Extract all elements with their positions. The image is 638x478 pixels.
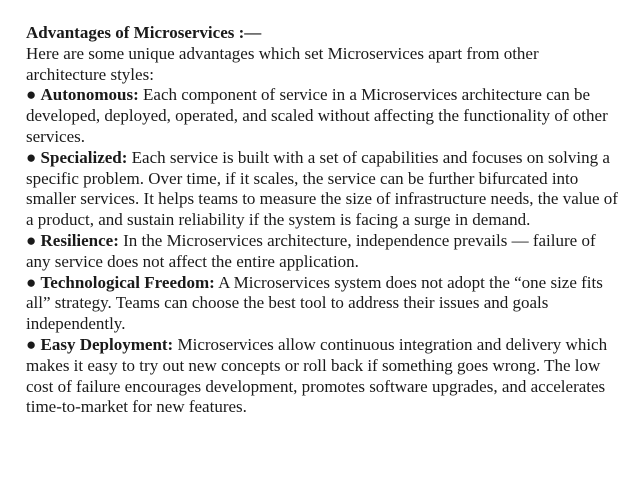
list-item-specialized <box>26 148 622 231</box>
item-term: Specialized: <box>40 147 128 167</box>
bullet-icon: ● <box>26 85 37 105</box>
item-text: Each component of service in a Microservices architecture can be developed, deployed, operated, and scaled without affecting the functionality of other services. <box>26 85 608 146</box>
list-item-resilience <box>26 231 622 273</box>
bullet-icon: ● <box>26 147 37 167</box>
document-body <box>26 23 622 418</box>
bullet-icon: ● <box>26 334 37 354</box>
bullet-icon: ● <box>26 230 37 250</box>
intro-paragraph: Here are some unique advantages which set Microservices apart from other architecture styles: <box>26 43 539 84</box>
item-text: Each service is built with a set of capabilities and focuses on solving a specific problem. Over time, if it scales, the service can be further bifurcated into smaller services. It helps teams to measure the size of infrastructure needs, the value of a product, and sustain reliability if the system is facing a surge in demand. <box>26 147 618 230</box>
list-item-easy-deployment <box>26 335 622 418</box>
item-text: In the Microservices architecture, independence prevails — failure of any service does not affect the entire application. <box>26 230 596 271</box>
bullet-icon: ● <box>26 272 37 292</box>
item-text: Microservices allow continuous integration and delivery which makes it easy to try out new concepts or roll back if something goes wrong. The low cost of failure encourages development, promotes software upgrades, and accelerates time-to-market for new features. <box>26 334 608 417</box>
item-term: Resilience: <box>40 230 119 250</box>
list-item-technological-freedom <box>26 273 622 335</box>
item-text: A Microservices system does not adopt the “one size fits all” strategy. Teams can choose the best tool to address their issues and goals independently. <box>26 272 603 334</box>
item-term: Easy Deployment: <box>40 334 174 354</box>
item-term: Autonomous: <box>40 85 139 105</box>
section-heading: Advantages of Microservices :— <box>26 23 262 42</box>
item-term: Technological Freedom: <box>40 272 215 292</box>
list-item-autonomous <box>26 85 622 147</box>
